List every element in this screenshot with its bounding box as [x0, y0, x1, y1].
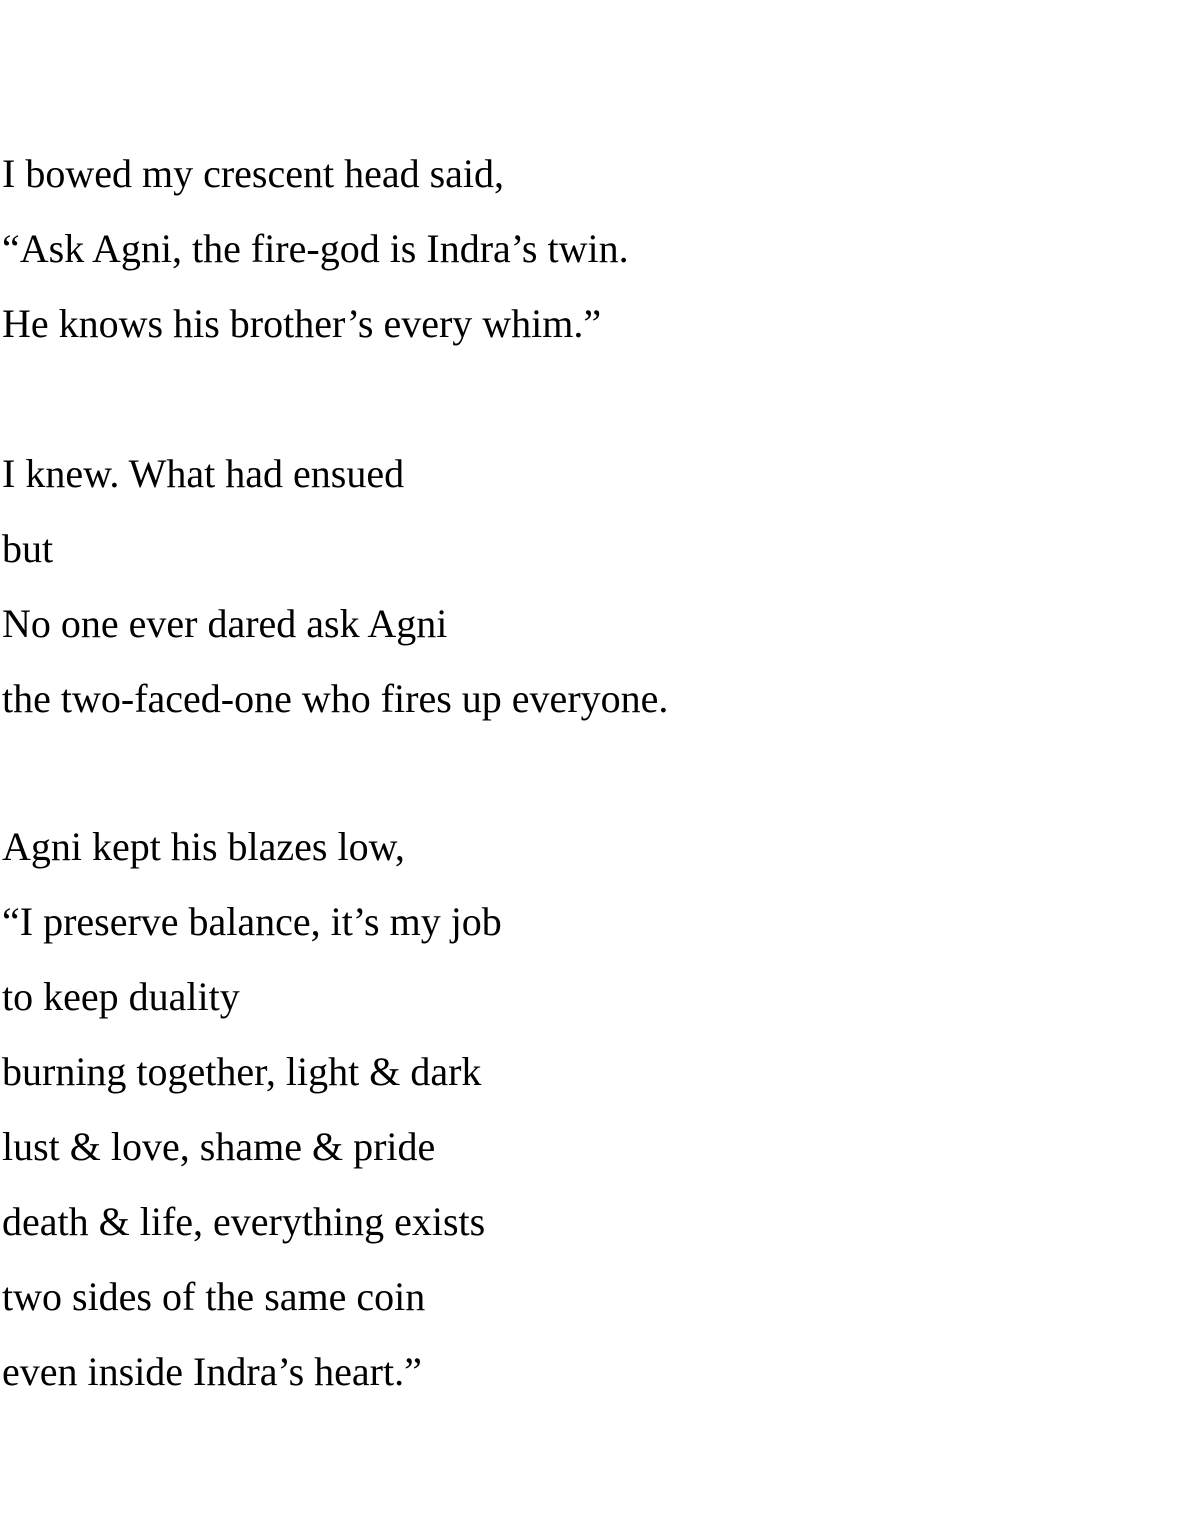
poem-line: “I preserve balance, it’s my job — [2, 899, 502, 944]
poem-line: two sides of the same coin — [2, 1274, 426, 1319]
poem-line: I bowed my crescent head said, — [2, 151, 505, 196]
poem-line: I knew. What had ensued — [2, 451, 405, 496]
poem-line: to keep duality — [2, 974, 240, 1019]
poem-line: the two-faced-one who fires up everyone. — [2, 676, 669, 721]
poem-line: even inside Indra’s heart.” — [2, 1349, 422, 1394]
poem-line: He knows his brother’s every whim.” — [2, 301, 602, 346]
poem-line: but — [2, 526, 54, 571]
poem-line: No one ever dared ask Agni — [2, 601, 448, 646]
poem-line: “Ask Agni, the fire-god is Indra’s twin. — [2, 226, 629, 271]
poem-line: burning together, light & dark — [2, 1049, 482, 1094]
poem-line: death & life, everything exists — [2, 1199, 486, 1244]
poem-line: lust & love, shame & pride — [2, 1124, 436, 1169]
poem-line: Agni kept his blazes low, — [2, 824, 405, 869]
